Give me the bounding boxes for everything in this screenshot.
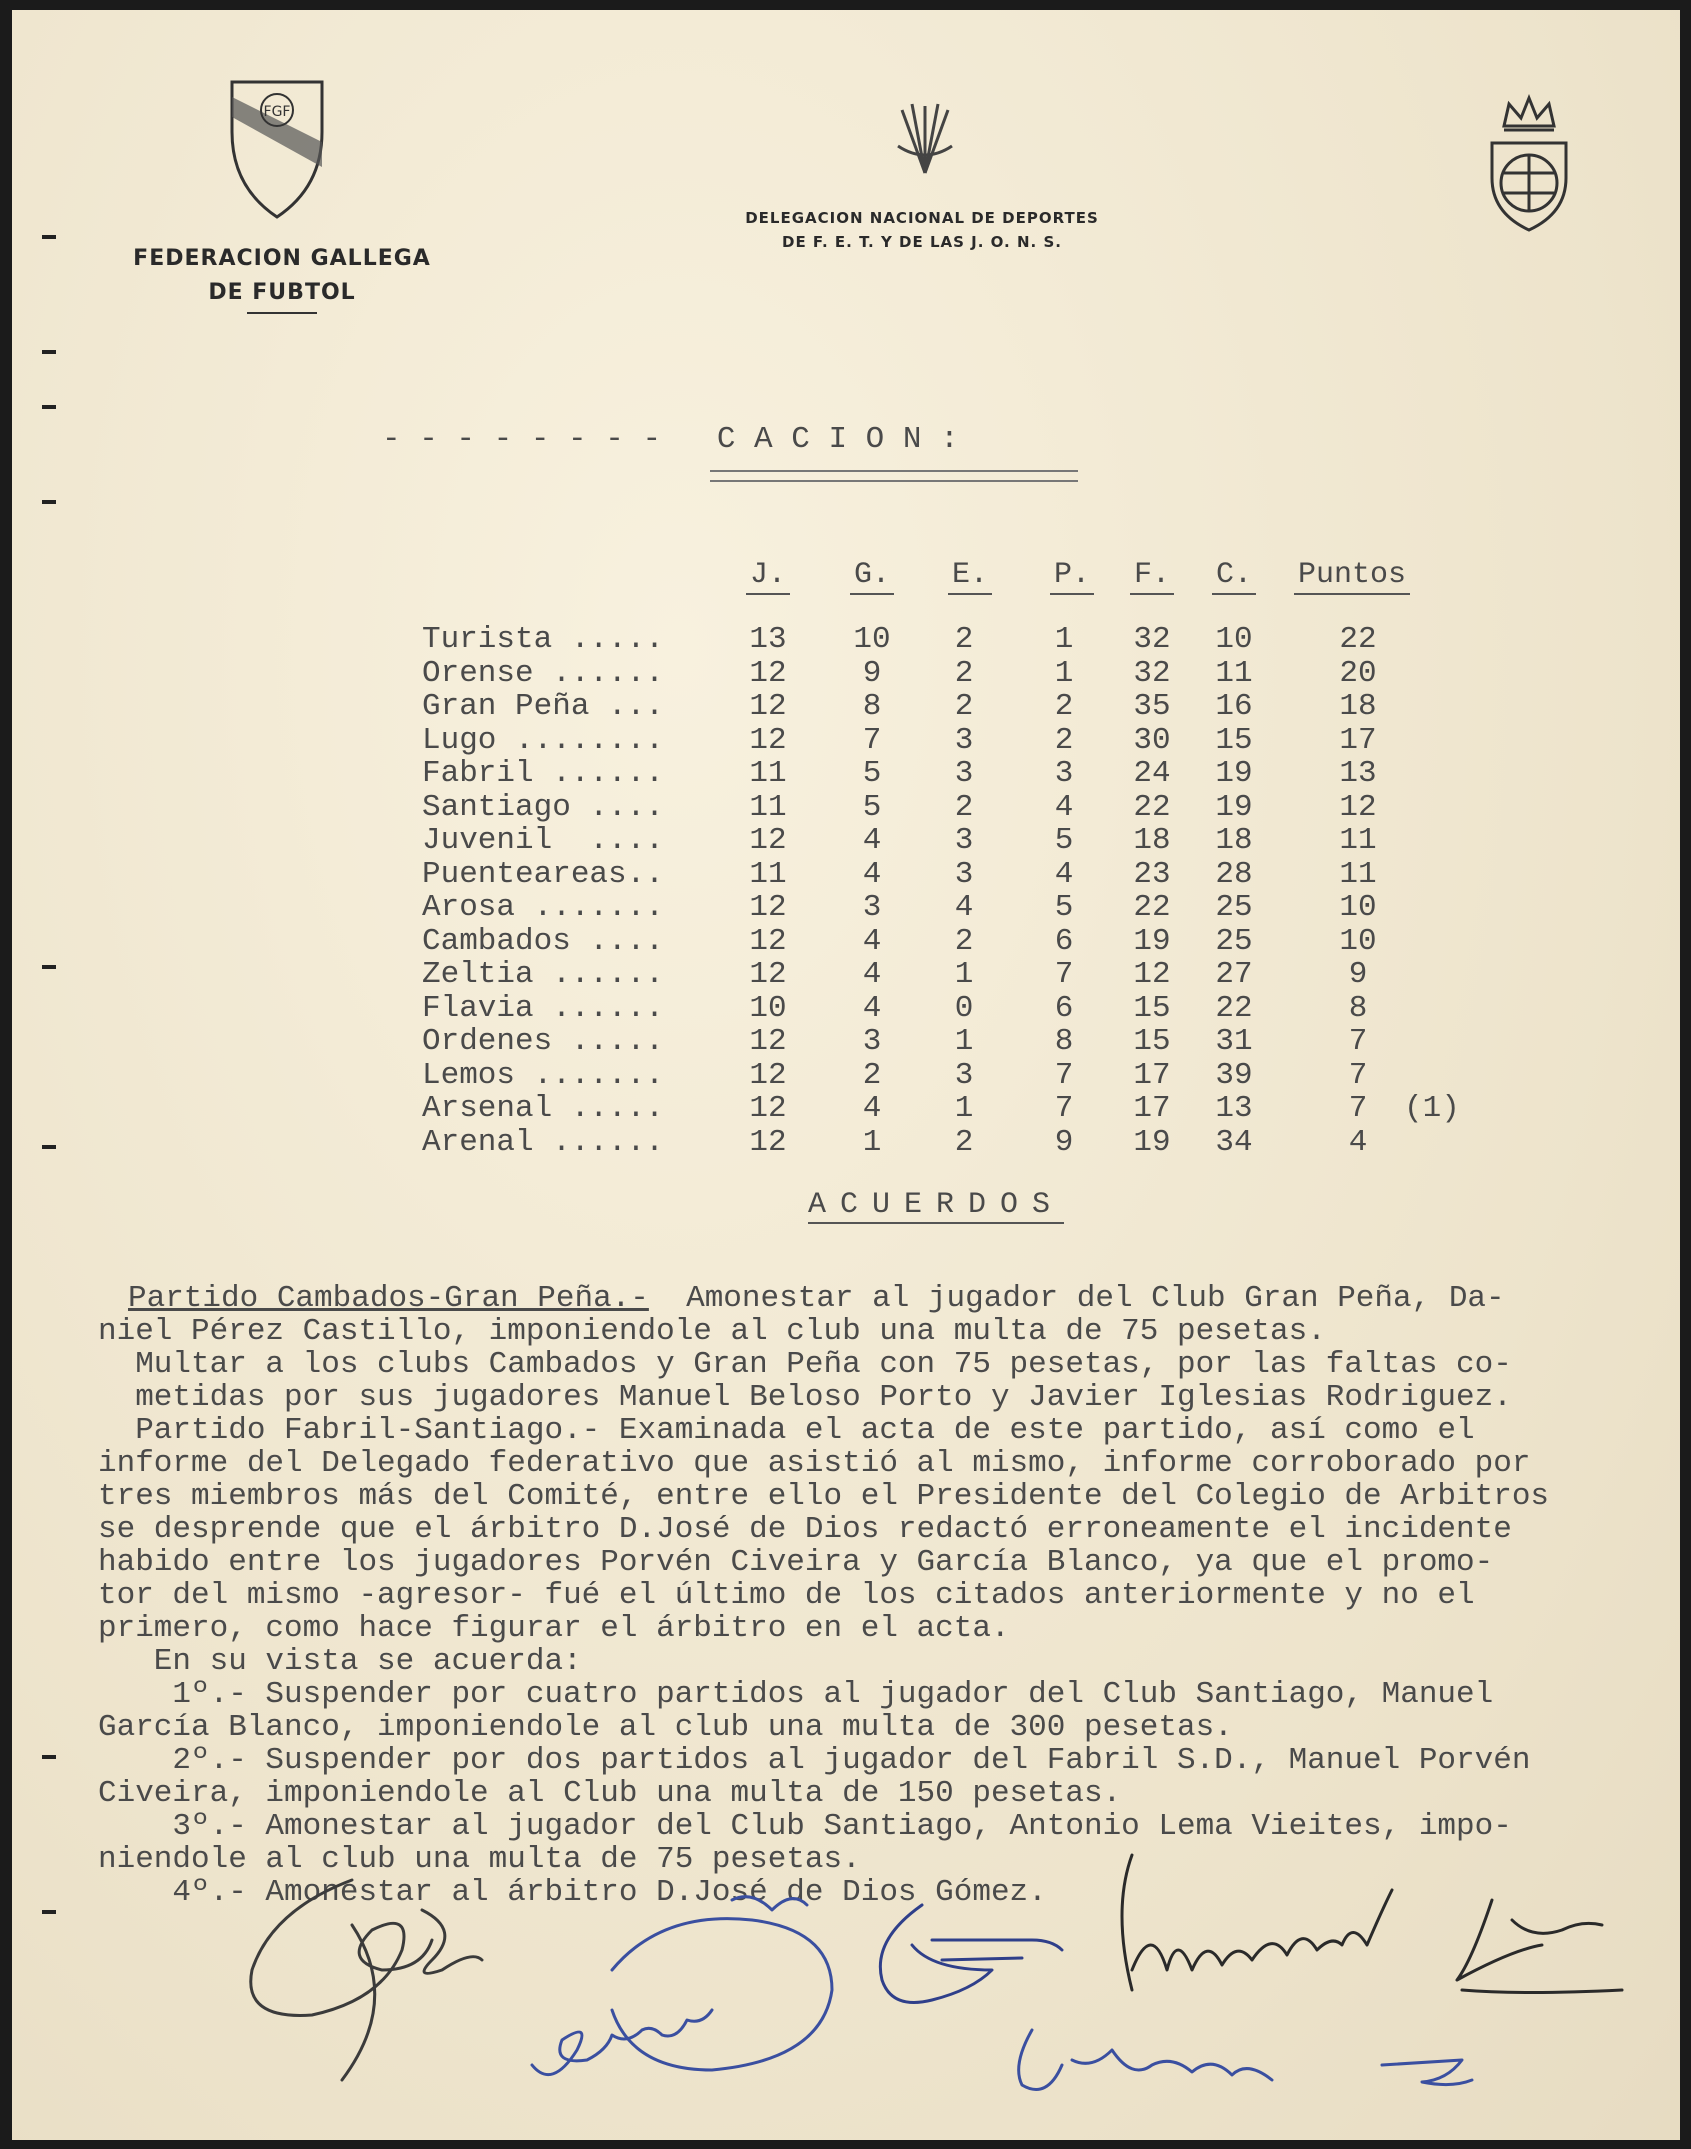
cell-j: 12	[749, 890, 787, 925]
body-line: Partido Fabril-Santiago.- Examinada el acta de este partido, así como el	[98, 1413, 1475, 1448]
cell-team: Juvenil ....	[422, 823, 664, 858]
cell-p: 1	[1054, 622, 1074, 657]
cell-c: 18	[1215, 823, 1253, 858]
cell-e: 4	[954, 890, 974, 925]
table-row	[12, 924, 1512, 957]
delegation-name	[742, 206, 1102, 254]
cell-c: 28	[1215, 856, 1253, 892]
cell-c: 39	[1215, 1057, 1253, 1093]
table-row	[12, 790, 1512, 823]
cell-j: 12	[749, 823, 787, 858]
signatures-area	[232, 1850, 1672, 2130]
body-line: tres miembros más del Comité, entre ello el Presidente del Colegio de Arbitros	[98, 1479, 1550, 1514]
cell-g: 3	[862, 1024, 882, 1059]
punch-hole-mark	[42, 500, 56, 504]
cell-j: 11	[749, 856, 787, 892]
table-row	[12, 890, 1512, 923]
cell-j: 10	[749, 990, 787, 1026]
cell-p: 5	[1054, 823, 1074, 858]
cell-c: 11	[1215, 655, 1253, 691]
cell-e: 2	[954, 655, 974, 691]
cell-c: 25	[1215, 923, 1253, 959]
table-row	[12, 656, 1512, 689]
cell-g: 4	[862, 856, 882, 892]
cell-puntos: 7	[1348, 1024, 1368, 1059]
cell-g: 4	[862, 957, 882, 992]
cell-p: 3	[1054, 756, 1074, 791]
cell-f: 15	[1133, 990, 1171, 1026]
body-line: 4º.- Amonestar al árbitro D.José de Dios Gómez.	[98, 1875, 1047, 1910]
cell-g: 4	[862, 990, 882, 1026]
cell-e: 3	[954, 756, 974, 791]
cell-puntos: 11	[1339, 823, 1377, 858]
cell-puntos: 11	[1339, 856, 1377, 892]
body-line: primero, como hace figurar el árbitro en el acta.	[98, 1611, 1010, 1646]
cell-e: 1	[954, 957, 974, 992]
cell-g: 9	[862, 655, 882, 691]
column-header-g: G.	[812, 558, 932, 592]
signature-1-icon	[251, 1880, 482, 2080]
table-row	[12, 1125, 1512, 1158]
cell-j: 12	[749, 689, 787, 724]
column-header-puntos: Puntos	[1282, 558, 1422, 592]
cell-j: 11	[749, 789, 787, 825]
cell-p: 4	[1054, 789, 1074, 825]
cell-team: Lugo ........	[422, 722, 664, 758]
cell-puntos: 10	[1339, 890, 1377, 925]
cell-p: 1	[1054, 655, 1074, 691]
body-line: En su vista se acuerda:	[98, 1644, 582, 1679]
body-line: 3º.- Amonestar al jugador del Club Santiago, Antonio Lema Vieites, impo-	[98, 1809, 1512, 1844]
federation-name-line2: DE FUBTOL	[208, 280, 356, 305]
body-line: metidas por sus jugadores Manuel Beloso Porto y Javier Iglesias Rodriguez.	[98, 1380, 1512, 1415]
cell-j: 12	[749, 957, 787, 992]
cell-f: 12	[1133, 957, 1171, 992]
punch-hole-mark	[42, 405, 56, 409]
cell-c: 10	[1215, 622, 1253, 657]
cell-g: 5	[862, 756, 882, 791]
cell-team: Gran Peña ...	[422, 689, 664, 724]
cell-f: 30	[1133, 722, 1171, 758]
table-row	[12, 723, 1512, 756]
cell-e: 2	[954, 789, 974, 825]
cell-f: 15	[1133, 1024, 1171, 1059]
cell-p: 9	[1054, 1124, 1074, 1160]
cell-puntos: 22	[1339, 622, 1377, 657]
cell-puntos: 17	[1339, 722, 1377, 758]
cell-j: 12	[749, 722, 787, 758]
body-line: se desprende que el árbitro D.José de Dios redactó erroneamente el incidente	[98, 1512, 1512, 1547]
document-page	[12, 10, 1680, 2140]
table-row	[12, 823, 1512, 856]
cell-e: 1	[954, 1091, 974, 1126]
cell-puntos: 4	[1348, 1124, 1368, 1160]
cell-p: 7	[1054, 957, 1074, 992]
cell-team: Arosa .......	[422, 890, 664, 925]
cell-e: 2	[954, 622, 974, 657]
table-row	[12, 957, 1512, 990]
column-header-f: F.	[1092, 558, 1212, 592]
svg-text:FGF: FGF	[263, 104, 291, 120]
cell-puntos: 7	[1348, 1091, 1368, 1126]
cell-team: Turista .....	[422, 622, 664, 657]
table-row	[12, 689, 1512, 722]
cell-f: 32	[1133, 622, 1171, 657]
column-header-j: J.	[708, 558, 828, 592]
cell-j: 12	[749, 655, 787, 691]
cell-g: 5	[862, 789, 882, 825]
body-line: habido entre los jugadores Porvén Civeira y García Blanco, ya que el promo-	[98, 1545, 1494, 1580]
cell-team: Arsenal .....	[422, 1091, 664, 1126]
body-line: Multar a los clubs Cambados y Gran Peña con 75 pesetas, por las faltas co-	[98, 1347, 1512, 1382]
cell-g: 4	[862, 823, 882, 858]
column-header-c: C.	[1174, 558, 1294, 592]
punch-hole-mark	[42, 235, 56, 239]
cell-f: 18	[1133, 823, 1171, 858]
cell-e: 2	[954, 1124, 974, 1160]
cell-p: 2	[1054, 689, 1074, 724]
cell-f: 32	[1133, 655, 1171, 691]
cell-j: 12	[749, 1124, 787, 1160]
cell-c: 27	[1215, 957, 1253, 992]
cell-c: 22	[1215, 990, 1253, 1026]
cell-c: 31	[1215, 1024, 1253, 1059]
cell-p: 2	[1054, 722, 1074, 758]
table-row	[12, 756, 1512, 789]
cell-j: 12	[749, 1057, 787, 1093]
cell-j: 13	[749, 622, 787, 657]
cell-f: 23	[1133, 856, 1171, 892]
cell-g: 1	[862, 1124, 882, 1160]
cell-p: 8	[1054, 1024, 1074, 1059]
delegation-name-line2: DE F. E. T. Y DE LAS J. O. N. S.	[782, 233, 1062, 251]
column-header-p: P.	[1012, 558, 1132, 592]
yoke-and-arrows-icon	[890, 98, 960, 178]
table-row	[12, 991, 1512, 1024]
cell-c: 15	[1215, 722, 1253, 758]
body-line-first: Partido Cambados-Gran Peña.- Amonestar al jugador del Club Gran Peña, Da-	[128, 1281, 1505, 1316]
delegation-name-line1: DELEGACION NACIONAL DE DEPORTES	[745, 209, 1099, 227]
signature-4-icon	[1122, 1855, 1392, 1990]
cell-team: Puenteareas..	[422, 856, 664, 892]
cell-e: 0	[954, 990, 974, 1026]
cell-puntos: 9	[1348, 957, 1368, 992]
body-line: tor del mismo -agresor- fué el último de los citados anteriormente y no el	[98, 1578, 1475, 1613]
acuerdos-heading: ACUERDOS	[808, 1188, 1065, 1222]
cell-team: Orense ......	[422, 655, 664, 691]
cell-j: 12	[749, 1024, 787, 1059]
cell-puntos: 13	[1339, 756, 1377, 791]
cell-p: 5	[1054, 890, 1074, 925]
body-line: niendole al club una multa de 75 pesetas.	[98, 1842, 861, 1877]
cell-f: 22	[1133, 890, 1171, 925]
cell-e: 3	[954, 823, 974, 858]
cell-p: 7	[1054, 1091, 1074, 1126]
table-row	[12, 1058, 1512, 1091]
table-row	[12, 1024, 1512, 1057]
cell-f: 35	[1133, 689, 1171, 724]
cell-p: 6	[1054, 923, 1074, 959]
title-double-underline	[710, 470, 1078, 482]
cell-c: 16	[1215, 689, 1253, 724]
federation-name	[132, 242, 432, 314]
cell-f: 19	[1133, 923, 1171, 959]
match-heading-cambados-gran-pena: Partido Cambados-Gran Peña.-	[128, 1281, 649, 1316]
federacion-gallega-shield-icon	[222, 72, 332, 222]
cell-f: 17	[1133, 1057, 1171, 1093]
cell-j: 12	[749, 1091, 787, 1126]
cell-c: 19	[1215, 789, 1253, 825]
cell-f: 17	[1133, 1091, 1171, 1126]
signature-6-icon	[1019, 2030, 1472, 2090]
cell-team: Zeltia ......	[422, 957, 664, 992]
cell-c: 34	[1215, 1124, 1253, 1160]
cell-team: Lemos .......	[422, 1057, 664, 1093]
cell-team: Ordenes .....	[422, 1024, 664, 1059]
cell-puntos: 8	[1348, 990, 1368, 1026]
table-row	[12, 857, 1512, 890]
cell-f: 22	[1133, 789, 1171, 825]
cell-e: 3	[954, 1057, 974, 1093]
signature-3-icon	[880, 1905, 1062, 2003]
cell-g: 4	[862, 923, 882, 959]
body-line: 2º.- Suspender por dos partidos al jugador del Fabril S.D., Manuel Porvén	[98, 1743, 1531, 1778]
cell-f: 19	[1133, 1124, 1171, 1160]
standings-title: - - - - - - - - C A C I O N :	[382, 422, 959, 457]
cell-g: 7	[862, 722, 882, 758]
signature-5-icon	[1457, 1900, 1622, 1993]
cell-team: Flavia ......	[422, 990, 664, 1026]
cell-note: (1)	[1404, 1091, 1460, 1126]
cell-puntos: 18	[1339, 689, 1377, 724]
cell-puntos: 7	[1348, 1057, 1368, 1093]
cell-team: Arenal ......	[422, 1124, 664, 1160]
cell-j: 11	[749, 756, 787, 791]
cell-g: 2	[862, 1057, 882, 1093]
body-line: Civeira, imponiendole al Club una multa de 150 pesetas.	[98, 1776, 1122, 1811]
cell-c: 25	[1215, 890, 1253, 925]
cell-puntos: 20	[1339, 655, 1377, 691]
body-line: García Blanco, imponiendole al club una multa de 300 pesetas.	[98, 1710, 1233, 1745]
body-line: 1º.- Suspender por cuatro partidos al jugador del Club Santiago, Manuel	[98, 1677, 1494, 1712]
cell-e: 1	[954, 1024, 974, 1059]
cell-e: 2	[954, 923, 974, 959]
cell-c: 13	[1215, 1091, 1253, 1126]
cell-g: 3	[862, 890, 882, 925]
cell-e: 3	[954, 856, 974, 892]
punch-hole-mark	[42, 1755, 56, 1759]
cell-g: 8	[862, 689, 882, 724]
column-header-e: E.	[910, 558, 1030, 592]
cell-g: 10	[853, 622, 891, 657]
punch-hole-mark	[42, 350, 56, 354]
cell-g: 4	[862, 1091, 882, 1126]
table-row	[12, 622, 1512, 655]
punch-hole-mark	[42, 1910, 56, 1914]
cell-e: 2	[954, 689, 974, 724]
table-row	[12, 1091, 1512, 1124]
cell-j: 12	[749, 923, 787, 959]
signature-2-icon	[532, 1897, 832, 2075]
cell-puntos: 10	[1339, 923, 1377, 959]
body-line: niel Pérez Castillo, imponiendole al club una multa de 75 pesetas.	[98, 1314, 1326, 1349]
cell-p: 7	[1054, 1057, 1074, 1093]
cell-team: Fabril ......	[422, 756, 664, 791]
body-line: informe del Delegado federativo que asistió al mismo, informe corroborado por	[98, 1446, 1531, 1481]
cell-c: 19	[1215, 756, 1253, 791]
crowned-football-federation-crest-icon	[1474, 88, 1584, 238]
cell-e: 3	[954, 722, 974, 758]
cell-team: Santiago ....	[422, 789, 664, 825]
cell-f: 24	[1133, 756, 1171, 791]
federation-name-line1: FEDERACION GALLEGA	[133, 246, 431, 271]
cell-p: 6	[1054, 990, 1074, 1026]
cell-team: Cambados ....	[422, 923, 664, 959]
cell-puntos: 12	[1339, 789, 1377, 825]
cell-p: 4	[1054, 856, 1074, 892]
